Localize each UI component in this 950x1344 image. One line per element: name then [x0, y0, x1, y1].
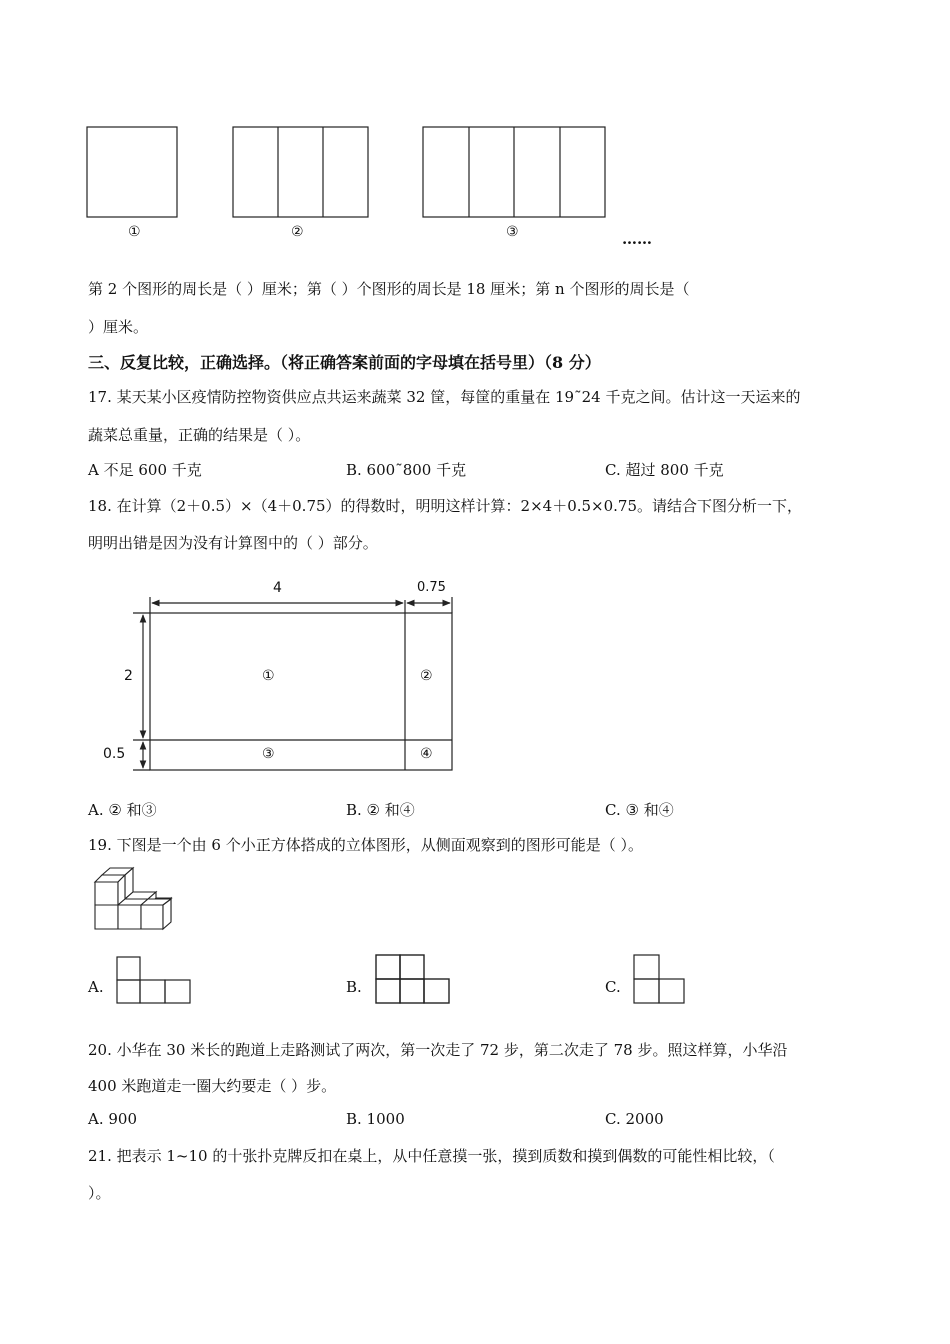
q21-line2: ）。	[88, 1184, 111, 1202]
q20-option-b: B. 1000	[346, 1110, 405, 1128]
q19-line1: 19. 下图是一个由 6 个小正方体搭成的立体图形，从侧面观察到的图形可能是（ ）。	[88, 836, 643, 854]
q17-option-b: B. 600˜800 千克	[346, 461, 467, 479]
q16-line2: ）厘米。	[88, 318, 149, 336]
figure-2-label: ②	[291, 224, 304, 240]
q18-option-a: A. ② 和③	[88, 801, 157, 819]
region-4-label: ④	[420, 746, 433, 762]
figure-1-label: ①	[128, 224, 141, 240]
q19-option-a-label: A.	[88, 978, 104, 996]
dim-label-2: 2	[124, 668, 133, 684]
section-3-title: 三、反复比较，正确选择。（将正确答案前面的字母填在括号里）（8 分）	[88, 353, 601, 372]
figure-3-label: ③	[506, 224, 519, 240]
q17-option-c: C. 超过 800 千克	[605, 461, 724, 479]
region-2-label: ②	[420, 668, 433, 684]
dim-label-075: 0.75	[417, 580, 446, 595]
q18-option-b: B. ② 和④	[346, 801, 415, 819]
q20-line1: 20. 小华在 30 米长的跑道上走路测试了两次，第一次走了 72 步，第二次走了 78 步。照这样算，小华沿	[88, 1041, 788, 1059]
q17-line2: 蔬菜总重量，正确的结果是（ ）。	[88, 426, 311, 444]
figure-ellipsis: ……	[622, 230, 652, 248]
dim-label-05: 0.5	[103, 746, 126, 762]
dim-label-4: 4	[273, 580, 282, 596]
q17-line1: 17. 某天某小区疫情防控物资供应点共运来蔬菜 32 筐，每筐的重量在 19˜24 千克之间。估计这一天运来的	[88, 388, 801, 406]
q18-line1: 18. 在计算（2＋0.5）×（4＋0.75）的得数时，明明这样计算：2×4＋0.5×0.75。请结合下图分析一下，	[88, 497, 803, 515]
region-1-label: ①	[262, 668, 275, 684]
q16-line1: 第 2 个图形的周长是（ ）厘米；第（ ）个图形的周长是 18 厘米；第 n 个图形的周长是（	[88, 280, 690, 298]
q20-option-c: C. 2000	[605, 1110, 664, 1128]
q19-option-c-label: C.	[605, 978, 621, 996]
q20-line2: 400 米跑道走一圈大约要走（ ）步。	[88, 1077, 337, 1095]
q18-option-c: C. ③ 和④	[605, 801, 674, 819]
q17-option-a: A 不足 600 千克	[88, 461, 202, 479]
q21-line1: 21. 把表示 1~10 的十张扑克牌反扣在桌上，从中任意摸一张，摸到质数和摸到偶数的可能性相比较，（	[88, 1147, 775, 1165]
q18-line2: 明明出错是因为没有计算图中的（ ）部分。	[88, 534, 378, 552]
q19-option-b-label: B.	[346, 978, 362, 996]
q20-option-a: A. 900	[88, 1110, 137, 1128]
region-3-label: ③	[262, 746, 275, 762]
